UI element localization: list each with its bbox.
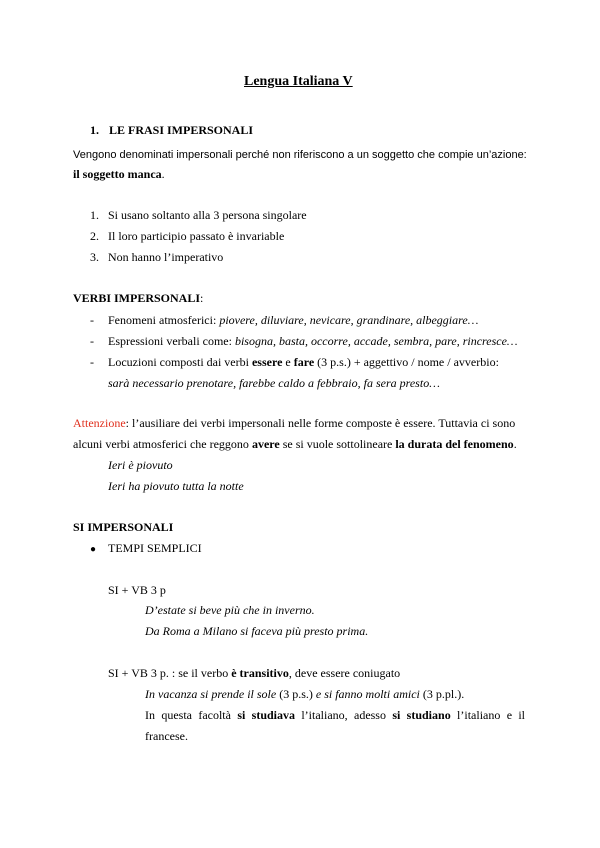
formula-2-bold: è transitivo [231,666,289,680]
formula-1: SI + VB 3 p [108,583,166,597]
attenzione-text: alcuni verbi atmosferici che reggono [73,437,252,451]
note-text: l’italiano e il [450,708,526,722]
item-text: Locuzioni composti dai verbi [108,355,252,369]
list-dash: - [90,313,94,327]
verbi-item-fenomeni [108,313,478,327]
item-text: e [282,355,294,369]
verbi-item-espressioni [108,334,518,348]
note-text: In questa facoltà [145,708,238,722]
item-examples: piovere, diluviare, nevicare, grandinare, albeggiare… [219,313,479,327]
item-label: Espressioni verbali come: [108,334,235,348]
note-bold: si studiano [392,708,451,722]
verbi-item-locuzioni-examples: sarà necessario prenotare, farebbe caldo a febbraio, fa sera presto… [108,376,440,390]
note-text: l’italiano, adesso [295,708,393,722]
si-heading: SI IMPERSONALI [73,520,174,534]
example-note: (3 p.s.) [276,687,316,701]
intro-end: . [161,167,165,181]
intro-paragraph-line2 [73,167,165,181]
example-italic: In vacanza si prende il sole [145,687,277,701]
example-note: (3 p.pl.). [419,687,465,701]
attenzione-example: Ieri ha piovuto tutta la notte [108,479,244,493]
verbi-item-locuzioni [108,355,499,369]
rule-text: Il loro participio passato è invariable [108,229,285,243]
page-title: Lengua Italiana V [244,74,353,89]
verbi-heading-colon: : [200,291,204,305]
attenzione-example: Ieri è piovuto [108,458,173,472]
item-examples: bisogna, basta, occorre, accade, sembra, pare, rincresce… [234,334,518,348]
note-bold: si studiava [237,708,295,722]
si-subheading: TEMPI SEMPLICI [108,541,202,555]
bullet-icon: ● [90,544,97,555]
verbi-heading [73,291,203,305]
formula-1-example: Da Roma a Milano si faceva più presto prima. [145,624,369,638]
item-text: (3 p.s.) + aggettivo / nome / avverbio: [314,355,499,369]
formula-2-text: , deve essere coniugato [288,666,401,680]
attenzione-text: : l’ausiliare dei verbi impersonali nelle forme composte è essere. Tuttavia ci sono [125,416,516,430]
verbi-heading-text: VERBI IMPERSONALI [73,291,201,305]
attenzione-text: . [513,437,517,451]
section-heading-frasi-impersonali: LE FRASI IMPERSONALI [109,123,254,137]
formula-2-note-line2: francese. [145,729,188,743]
attenzione-line1 [73,416,515,430]
rule-number: 1. [90,208,99,222]
attenzione-bold-avere: avere [251,437,280,451]
rule-text: Non hanno l’imperativo [108,250,224,264]
attenzione-line2 [73,437,517,451]
formula-1-example: D’estate si beve più che in inverno. [145,603,315,617]
item-bold-fare: fare [293,355,315,369]
formula-2 [108,666,400,680]
example-italic: e si fanno molti amici [315,687,420,701]
rule-text: Si usano soltanto alla 3 persona singolare [108,208,307,222]
formula-2-example [145,687,464,701]
attenzione-label: Attenzione [73,416,126,430]
section-number: 1. [90,123,99,137]
item-label: Fenomeni atmosferici: [108,313,220,327]
list-dash: - [90,355,94,369]
intro-bold: il soggetto manca [73,167,162,181]
attenzione-text: se si vuole sottolineare [279,437,396,451]
attenzione-bold-durata: la durata del fenomeno [395,437,514,451]
formula-2-text: SI + VB 3 p. : se il verbo [108,666,232,680]
rule-number: 2. [90,229,99,243]
formula-2-note-line1 [145,708,525,722]
rule-number: 3. [90,250,99,264]
item-bold-essere: essere [251,355,283,369]
list-dash: - [90,334,94,348]
intro-paragraph-line1: Vengono denominati impersonali perché non riferiscono a un soggetto che compie un’azione: [73,149,527,161]
